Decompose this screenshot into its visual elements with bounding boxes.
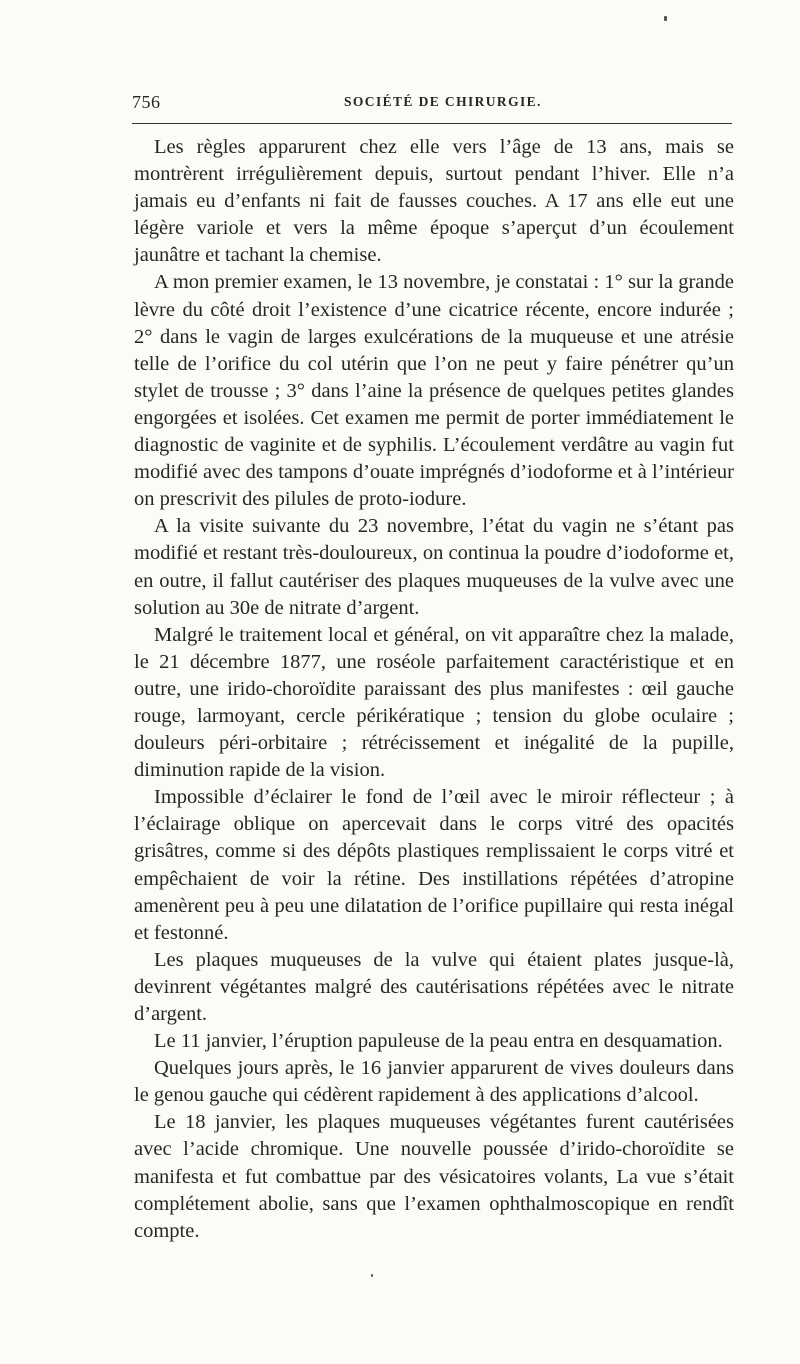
paragraph: Les règles apparurent chez elle vers l’âge de 13 ans, mais se montrèrent irrégulièrement depuis, surtout pendant l’hiver. Elle n’a jamais eu d’enfants ni fait de fausses couches. A 17 ans elle eut une légère variole et vers la même époque s’aperçut d’un écoulement jaunâtre et tachant la chemise. xyxy=(134,136,734,267)
page-number: 756 xyxy=(132,92,161,112)
paragraph: Les plaques muqueuses de la vulve qui étaient plates jusque-là, devinrent végétantes malgré des cautérisations répétées avec le nitrate d’argent. xyxy=(134,948,734,1025)
header-rule xyxy=(132,123,732,124)
paragraph: A mon premier examen, le 13 novembre, je constatai : 1° sur la grande lèvre du côté droit l’existence d’une cicatrice récente, encore indurée ; 2° dans le vagin de larges exulcérations de la muqueuse et une atrésie telle de l’orifice du col utérin que l’on ne peut y faire pénétrer qu’un stylet de trousse ; 3° dans l’aine la présence de quelques petites glandes engorgées et isolées. Cet examen me permit de porter immédiatement le diagnostic de vaginite et de syphilis. L’écoulement verdâtre au vagin fut modifié avec des tampons d’ouate imprégnés d’iodoforme et à l’intérieur on prescrivit des pilules de proto-iodure. xyxy=(134,271,734,511)
ink-speck xyxy=(371,1274,373,1277)
paragraph: Malgré le traitement local et général, on vit apparaître chez la malade, le 21 décembre 1877, une roséole parfaitement caractéristique et en outre, une irido-choroïdite paraissant des plus manifestes : œil gauche rouge, larmoyant, cercle périkératique ; tension du globe oculaire ; douleurs péri-orbitaire ; rétrécissement et inégalité de la pupille, diminution rapide de la vision. xyxy=(134,623,734,782)
paragraph: A la visite suivante du 23 novembre, l’état du vagin ne s’étant pas modifié et restant très-douloureux, on continua la poudre d’iodoforme et, en outre, il fallut cautériser des plaques muqueuses de la vulve avec une solution au 30e de nitrate d’argent. xyxy=(134,515,734,619)
ink-speck xyxy=(664,16,667,21)
paragraph: Quelques jours après, le 16 janvier apparurent de vives douleurs dans le genou gauche qui cédèrent rapidement à des applications d’alcool. xyxy=(134,1057,734,1107)
paragraph: Le 11 janvier, l’éruption papuleuse de la peau entra en desquamation. xyxy=(154,1030,723,1053)
body-text xyxy=(134,134,734,1245)
page-header xyxy=(132,92,732,122)
paragraph: Le 18 janvier, les plaques muqueuses végétantes furent cautérisées avec l’acide chromique. Une nouvelle poussée d’irido-choroïdite se manifesta et fut combattue par des vésicatoires volants, La vue s’était complétement abolie, sans que l’examen ophthalmoscopique en rendît compte. xyxy=(134,1111,734,1242)
running-title: SOCIÉTÉ DE CHIRURGIE. xyxy=(344,94,542,109)
paragraph: Impossible d’éclairer le fond de l’œil avec le miroir réflecteur ; à l’éclairage oblique on apercevait dans le corps vitré des opacités grisâtres, comme si des dépôts plastiques remplissaient le corps vitré et empêchaient de voir la rétine. Des instillations répétées d’atropine amenèrent peu à peu une dilatation de l’orifice pupillaire qui resta inégal et festonné. xyxy=(134,786,734,944)
